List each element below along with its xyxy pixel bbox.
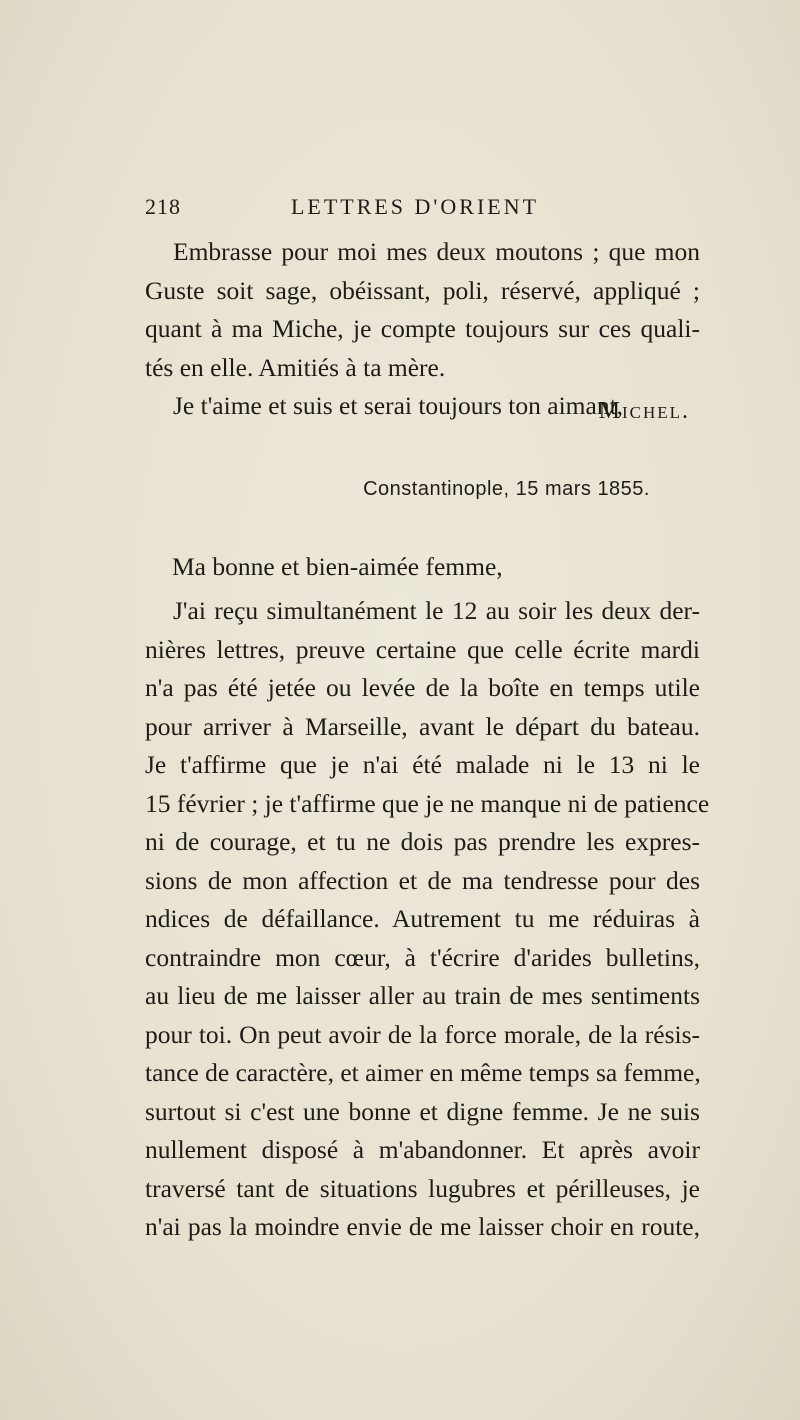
text-line: contraindre mon cœur, à t'écrire d'arides bulletins, xyxy=(145,942,700,972)
text-line: quant à ma Miche, je compte toujours sur ces quali- xyxy=(145,314,700,343)
text-line: 15 février ; je t'affirme que je ne manque ni de patience xyxy=(145,788,710,818)
text-line: pour toi. On peut avoir de la force morale, de la résis- xyxy=(145,1019,700,1049)
text-line: Embrasse pour moi mes deux moutons ; que mon xyxy=(173,237,700,266)
letter-salutation: Ma bonne et bien-aimée femme, xyxy=(172,552,503,581)
text-line: nullement disposé à m'abandonner. Et après avoir xyxy=(145,1135,700,1164)
text-line: sions de mon affection et de ma tendresse pour des xyxy=(145,865,700,895)
signature: Michel. xyxy=(598,398,690,424)
text-line: nières lettres, preuve certaine que celle écrite mardi xyxy=(145,634,700,664)
text-line: Je t'aime et suis et serai toujours ton aimant, xyxy=(173,391,624,420)
letter-closing-paragraph xyxy=(145,233,700,426)
text-line: J'ai reçu simultanément le 12 au soir les deux der- xyxy=(173,596,700,625)
letter-dateline: Constantinople, 15 mars 1855. xyxy=(363,478,650,500)
page-header xyxy=(145,190,655,224)
running-title: LETTRES D'ORIENT xyxy=(290,194,540,219)
text-line: pour arriver à Marseille, avant le départ du bateau. xyxy=(145,711,700,741)
text-line: tance de caractère, et aimer en même temps sa femme, xyxy=(145,1058,701,1087)
text-line: tés en elle. Amitiés à ta mère. xyxy=(145,352,446,382)
text-line: ni de courage, et tu ne dois pas prendre les expres- xyxy=(145,827,700,856)
page-number: 218 xyxy=(145,194,181,219)
text-line: surtout si c'est une bonne et digne femme. Je ne suis xyxy=(145,1096,700,1126)
text-line: n'ai pas la moindre envie de me laisser choir en route, xyxy=(145,1212,700,1241)
text-line: n'a pas été jetée ou levée de la boîte en temps utile xyxy=(145,673,700,702)
text-line: au lieu de me laisser aller au train de mes sentiments xyxy=(145,981,700,1010)
letter-body-paragraph xyxy=(145,592,710,1247)
text-line: ndices de défaillance. Autrement tu me réduiras à xyxy=(145,904,700,933)
text-line: Je t'affirme que je n'ai été malade ni le 13 ni le xyxy=(145,750,700,779)
text-line: traversé tant de situations lugubres et périlleuses, je xyxy=(145,1173,700,1203)
text-line: Guste soit sage, obéissant, poli, réservé, appliqué ; xyxy=(145,275,700,305)
